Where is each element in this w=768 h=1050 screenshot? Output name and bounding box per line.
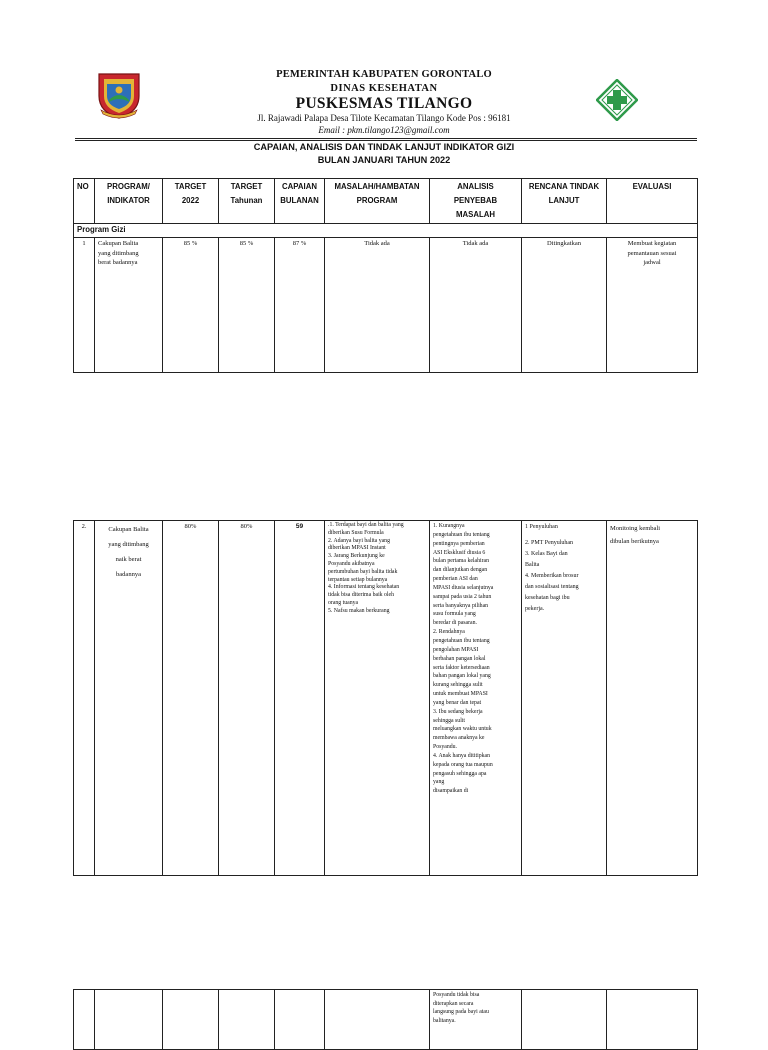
row1-masalah: Tidak ada [325,238,430,373]
row3-indikator [95,990,163,1050]
header-program: PROGRAM/ INDIKATOR [95,179,163,224]
email-line: Email : pkm.tilango123@gmail.com [318,125,450,135]
section-row [74,224,698,238]
header-capaian: CAPAIAN BULANAN [275,179,325,224]
row3-target-tahunan [219,990,275,1050]
row1-capaian: 87 % [275,238,325,373]
table-row [74,521,698,876]
row2-analisis: 1. Kurangnya pengetahuan ibu tentang pentingnya pemberian ASI Eksklusif diusia 6 bulan pertama kelahiran dan dilanjutkan dengan pemberian ASI dan MPASI diusia selanjutnya sampai pada usia 2 tahun serta banyaknya pilihan susu formula yang beredar di pasaran. 2. Rendahnya pengetahuan ibu tentang pengolahan MPASI berbahan pangan lokal serta faktor ketersediaan bahan pangan lokal yang kurang sehingga sulit untuk membuat MPASI yang benar dan tepat 3. Ibu sedang bekerja sehingga sulit meluangkan waktu untuk membawa anaknya ke Posyandu. 4. Anak hanya dititipkan kepada orang tua maupun pengasuh sehingga apa yang disampaikan di [430,521,522,876]
header-target: TARGET 2022 [163,179,219,224]
section-label: Program Gizi [74,224,698,238]
report-subtitle: BULAN JANUARI TAHUN 2022 [317,155,451,165]
header-target-yearly: TARGET Tahunan [219,179,275,224]
row1-no: 1 [74,238,95,373]
header-divider-thin [75,140,697,141]
header-masalah: MASALAH/HAMBATAN PROGRAM [325,179,430,224]
indicator-table [73,178,698,373]
indicator-table-continued [73,520,698,876]
row3-target [163,990,219,1050]
header-divider [75,138,697,139]
row1-indikator: Cakupan Balita yang ditimbang berat badannya [95,238,163,373]
table-row [74,990,698,1050]
row1-target: 85 % [163,238,219,373]
header-no: NO [74,179,95,224]
row1-rencana: Ditingkatkan [522,238,607,373]
row3-evaluasi [607,990,698,1050]
indicator-table-continued-2 [73,989,698,1050]
government-name: PEMERINTAH KABUPATEN GORONTALO [276,69,492,80]
row3-capaian [275,990,325,1050]
row3-masalah [325,990,430,1050]
row2-indikator: Cakupan Balita yang ditimbang naik berat badannya [95,521,163,876]
row1-evaluasi: Membuat kegiatan pemantauan sesuai jadwal [607,238,698,373]
row2-rencana: 1 Penyuluhan 2. PMT Penyuluhan 3. Kelas Bayi dan Balita 4. Memberikan brosur dan sosialisasi tentang kesehatan bagi ibu pekerja. [522,521,607,876]
table-header-row [74,179,698,224]
row2-masalah: .1. Terdapat bayi dan balita yang diberikan Susu Formula 2. Adanya bayi balita yang diberikan MPASI Instant 3. Jarang Berkunjung ke Posyandu akibatnya pertumbuhan bayi balita tidak terpantau setiap bulannya 4. Informasi tentang kesehatan tidak bisa diterima baik oleh orang tuanya 5. Nafsu makan berkurang [325,521,430,876]
row2-no: 2. [74,521,95,876]
row2-evaluasi: Monitoing kembali dibulan berikutnya [607,521,698,876]
puskesmas-name: PUSKESMAS TILANGO [295,95,473,112]
row3-no [74,990,95,1050]
row1-target-tahunan: 85 % [219,238,275,373]
table-row [74,238,698,373]
header-analisis: ANALISIS PENYEBAB MASALAH [430,179,522,224]
department-name: DINAS KESEHATAN [330,83,438,94]
address-line: Jl. Rajawadi Palapa Desa Tilote Kecamatan Tilango Kode Pos : 96181 [257,113,511,123]
report-title: CAPAIAN, ANALISIS DAN TINDAK LANJUT INDIKATOR GIZI [253,142,515,152]
row2-capaian: 59 [275,521,325,876]
row2-target-tahunan: 80% [219,521,275,876]
header-evaluasi: EVALUASI [607,179,698,224]
row1-analisis: Tidak ada [430,238,522,373]
row3-analisis: Posyandu tidak bisa diterapkan secara langsung pada bayi atau balitanya. [430,990,522,1050]
row2-target: 80% [163,521,219,876]
puskesmas-cross-logo-icon [596,79,638,121]
row3-rencana [522,990,607,1050]
header-rencana: RENCANA TINDAK LANJUT [522,179,607,224]
